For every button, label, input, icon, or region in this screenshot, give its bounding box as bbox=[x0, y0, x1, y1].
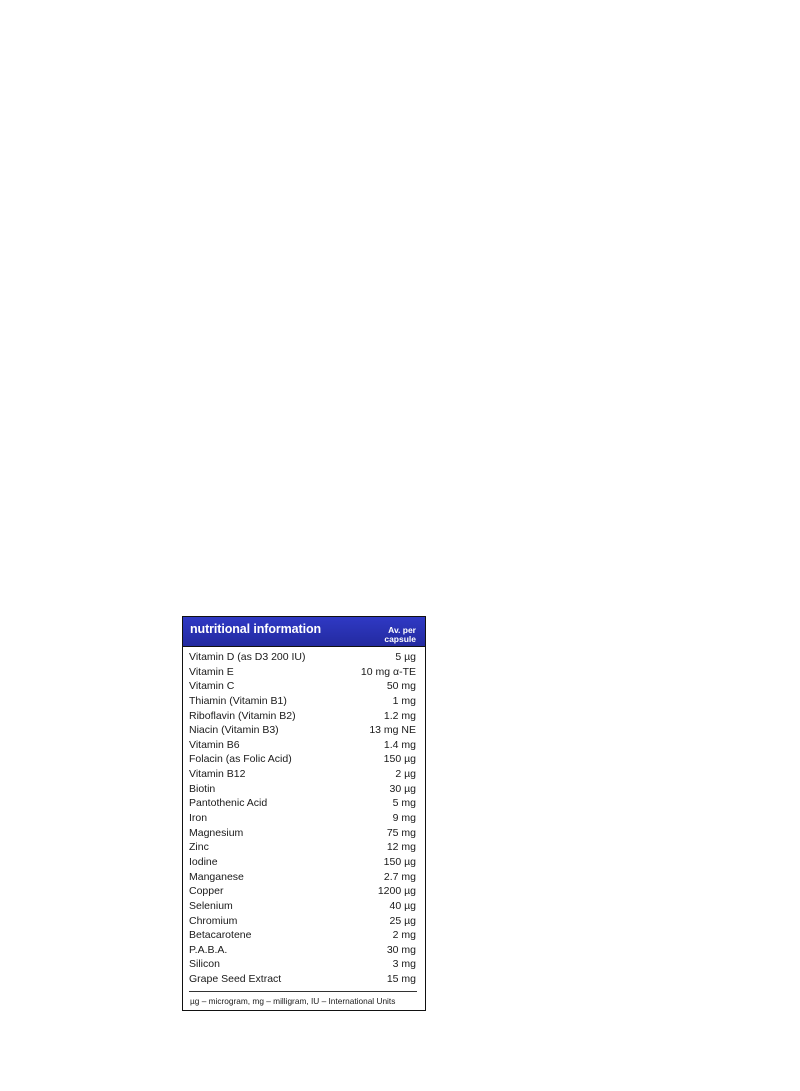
nutrient-row bbox=[189, 665, 416, 680]
nutrition-panel bbox=[182, 616, 426, 1011]
nutrient-name: P.A.B.A. bbox=[189, 943, 228, 956]
nutrient-amount: 1200 µg bbox=[377, 885, 416, 898]
nutrient-amount: 10 mg α-TE bbox=[360, 665, 416, 678]
nutrient-amount: 5 mg bbox=[392, 797, 416, 810]
nutrient-row bbox=[189, 694, 416, 709]
nutrient-name: Zinc bbox=[189, 841, 209, 854]
nutrient-name: Riboflavin (Vitamin B2) bbox=[189, 709, 296, 722]
nutrient-name: Biotin bbox=[189, 782, 216, 795]
nutrient-name: Magnesium bbox=[189, 826, 244, 839]
amount-column-header-line2: capsule bbox=[384, 634, 416, 644]
nutrient-name: Iodine bbox=[189, 855, 218, 868]
nutrient-list bbox=[189, 650, 416, 987]
nutrient-row bbox=[189, 709, 416, 724]
nutrient-row bbox=[189, 840, 416, 855]
nutrient-row bbox=[189, 650, 416, 665]
nutrient-row bbox=[189, 796, 416, 811]
panel-title: nutritional information bbox=[190, 622, 322, 636]
nutrient-amount: 1.4 mg bbox=[383, 738, 416, 751]
nutrient-row bbox=[189, 899, 416, 914]
nutrient-name: Niacin (Vitamin B3) bbox=[189, 724, 279, 737]
nutrient-row bbox=[189, 752, 416, 767]
nutrient-amount: 30 mg bbox=[386, 943, 416, 956]
nutrient-amount: 50 mg bbox=[386, 680, 416, 693]
nutrient-name: Vitamin C bbox=[189, 680, 235, 693]
nutrient-amount: 150 µg bbox=[383, 753, 416, 766]
nutrient-amount: 5 µg bbox=[395, 651, 416, 663]
nutrient-row bbox=[189, 884, 416, 899]
footnote: µg – microgram, mg – milligram, IU – International Units bbox=[190, 996, 396, 1006]
footnote-divider bbox=[189, 991, 417, 992]
nutrient-amount: 25 µg bbox=[389, 914, 416, 927]
nutrient-row bbox=[189, 679, 416, 694]
nutrient-row bbox=[189, 914, 416, 929]
nutrient-amount: 30 µg bbox=[389, 782, 416, 795]
nutrient-amount: 1 mg bbox=[392, 694, 416, 707]
nutrient-name: Vitamin D (as D3 200 IU) bbox=[189, 651, 306, 663]
nutrient-name: Vitamin B12 bbox=[189, 768, 246, 781]
nutrient-amount: 75 mg bbox=[386, 826, 416, 839]
nutrient-amount: 3 mg bbox=[392, 958, 416, 971]
nutrient-row bbox=[189, 855, 416, 870]
nutrient-name: Iron bbox=[189, 812, 208, 825]
nutrient-row bbox=[189, 943, 416, 958]
nutrient-row bbox=[189, 870, 416, 885]
nutrient-name: Thiamin (Vitamin B1) bbox=[189, 694, 287, 707]
nutrient-row bbox=[189, 811, 416, 826]
nutrient-row bbox=[189, 972, 416, 987]
nutrient-amount: 2 mg bbox=[392, 929, 416, 942]
nutrient-row bbox=[189, 738, 416, 753]
nutrient-name: Betacarotene bbox=[189, 929, 252, 942]
nutrient-name: Vitamin E bbox=[189, 665, 234, 678]
nutrient-amount: 40 µg bbox=[389, 899, 416, 912]
nutrient-row bbox=[189, 957, 416, 972]
nutrient-amount: 13 mg NE bbox=[369, 724, 416, 737]
nutrient-amount: 2 µg bbox=[395, 768, 416, 781]
nutrient-row bbox=[189, 723, 416, 738]
nutrient-row bbox=[189, 826, 416, 841]
nutrient-name: Vitamin B6 bbox=[189, 738, 240, 751]
nutrient-amount: 15 mg bbox=[386, 973, 416, 986]
nutrient-row bbox=[189, 782, 416, 797]
nutrient-row bbox=[189, 767, 416, 782]
amount-column-header-line1: Av. per bbox=[388, 625, 416, 635]
nutrient-name: Pantothenic Acid bbox=[189, 797, 268, 810]
nutrient-amount: 9 mg bbox=[392, 812, 416, 825]
nutrient-amount: 150 µg bbox=[383, 855, 416, 868]
nutrient-name: Silicon bbox=[189, 958, 220, 971]
nutrient-amount: 2.7 mg bbox=[383, 870, 416, 883]
nutrient-name: Manganese bbox=[189, 870, 244, 883]
nutrient-amount: 12 mg bbox=[386, 841, 416, 854]
nutrient-name: Copper bbox=[189, 885, 224, 898]
nutrient-name: Grape Seed Extract bbox=[189, 973, 282, 986]
nutrient-name: Chromium bbox=[189, 914, 238, 927]
nutrient-name: Folacin (as Folic Acid) bbox=[189, 753, 292, 766]
nutrient-row bbox=[189, 928, 416, 943]
amount-column-header bbox=[384, 626, 416, 644]
nutrient-name: Selenium bbox=[189, 899, 233, 912]
panel-header bbox=[183, 617, 425, 647]
nutrient-amount: 1.2 mg bbox=[383, 709, 416, 722]
